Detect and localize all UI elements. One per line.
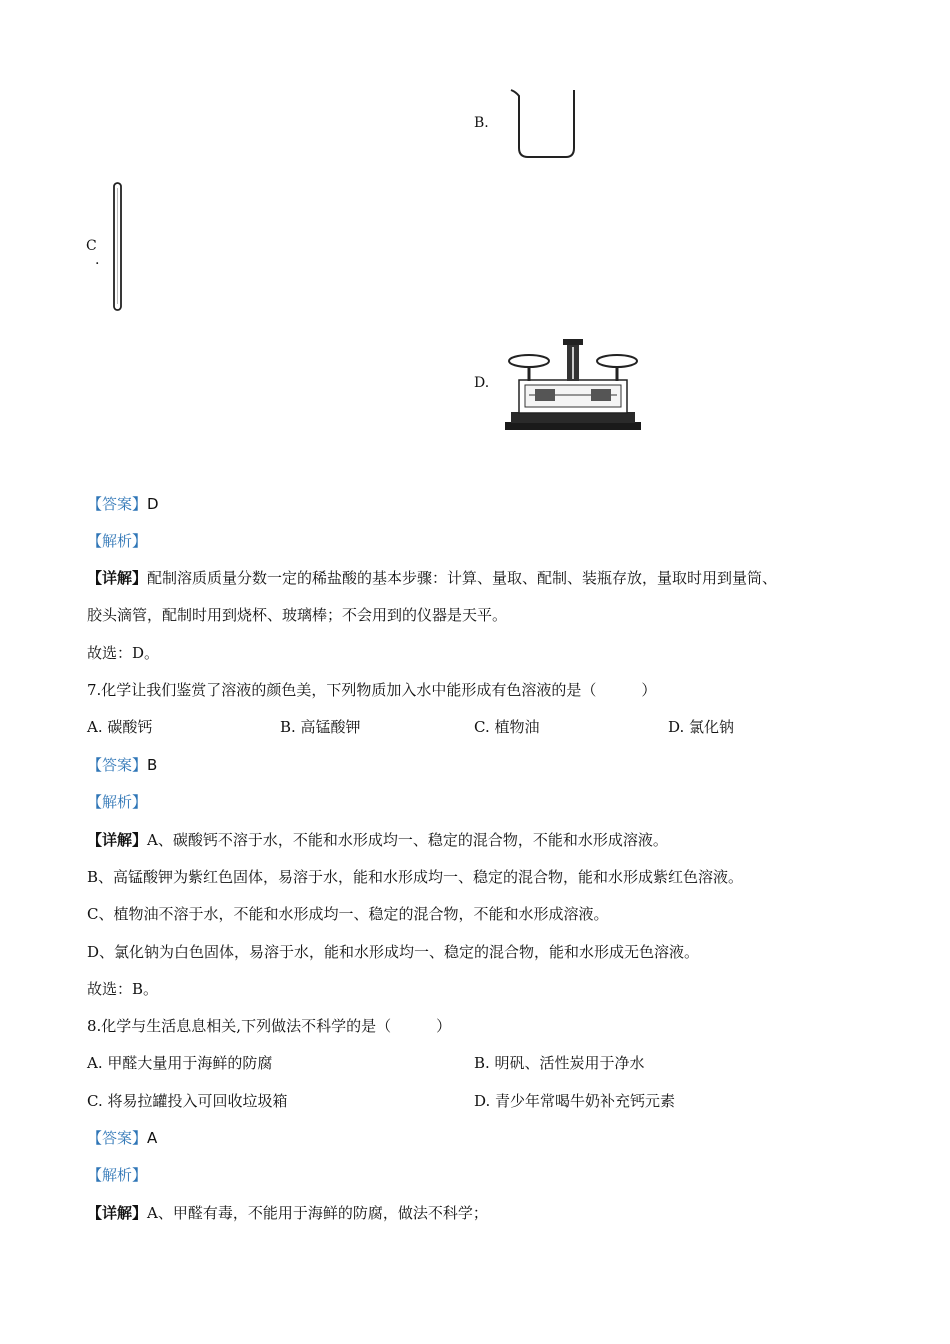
q7-option-b: B. 高锰酸钾 [280,718,361,736]
detail-text: A、甲醛有毒，不能用于海鲜的防腐，做法不科学； [147,1204,488,1222]
balance-scale-icon [505,337,645,433]
answer-value: D [147,495,159,513]
answer-value: B [147,756,158,774]
detail-text: A、碳酸钙不溶于水，不能和水形成均一、稳定的混合物，不能和水形成溶液。 [147,831,668,849]
q8-option-a: A. 甲醛大量用于海鲜的防腐 [87,1054,273,1072]
q8-option-d: D. 青少年常喝牛奶补充钙元素 [474,1092,676,1110]
detail-tag: 【详解】 [87,1204,148,1222]
q8-option-b: B. 明矾、活性炭用于净水 [474,1054,645,1072]
q7-detail-a [87,829,668,850]
analysis-tag: 【解析】 [87,793,148,811]
glass-rod-icon [112,182,124,312]
answer-tag: 【答案】 [87,756,148,774]
option-c-dot: . [95,252,100,268]
detail-text: 配制溶质质量分数一定的稀盐酸的基本步骤：计算、量取、配制、装瓶存放，量取时用到量筒、 [147,569,778,587]
beaker-icon [508,86,578,162]
answer-value: A [147,1129,158,1147]
option-d-label: D. [474,375,490,391]
q7-detail-c: C、植物油不溶于水，不能和水形成均一、稳定的混合物，不能和水形成溶液。 [87,905,609,923]
option-b-label: B. [474,115,489,131]
q7-option-d: D. 氯化钠 [668,718,735,736]
analysis-tag: 【解析】 [87,1166,148,1184]
q6-detail-line2: 胶头滴管，配制时用到烧杯、玻璃棒；不会用到的仪器是天平。 [87,606,508,624]
q7-option-c: C. 植物油 [474,718,540,736]
q8-answer-line [87,1127,157,1148]
answer-tag: 【答案】 [87,495,148,513]
q6-detail-line1 [87,567,777,588]
q7-detail-b: B、高锰酸钾为紫红色固体，易溶于水，能和水形成均一、稳定的混合物，能和水形成紫红色溶液。 [87,868,744,886]
q6-conclusion: 故选：D。 [87,644,160,662]
analysis-tag: 【解析】 [87,532,148,550]
q7-stem: 7.化学让我们鉴赏了溶液的颜色美，下列物质加入水中能形成有色溶液的是（ ） [87,681,657,699]
q7-detail-d: D、氯化钠为白色固体，易溶于水，能和水形成均一、稳定的混合物，能和水形成无色溶液。 [87,943,700,961]
answer-tag: 【答案】 [87,1129,148,1147]
q8-stem: 8.化学与生活息息相关,下列做法不科学的是（ ） [87,1017,452,1035]
q6-answer-line [87,493,159,514]
q7-conclusion: 故选：B。 [87,980,159,998]
q8-detail-a [87,1202,488,1223]
detail-tag: 【详解】 [87,831,148,849]
q7-answer-line [87,754,157,775]
q8-option-c: C. 将易拉罐投入可回收垃圾箱 [87,1092,288,1110]
option-c-label: C [86,238,97,254]
q7-option-a: A. 碳酸钙 [87,718,153,736]
detail-tag: 【详解】 [87,569,148,587]
